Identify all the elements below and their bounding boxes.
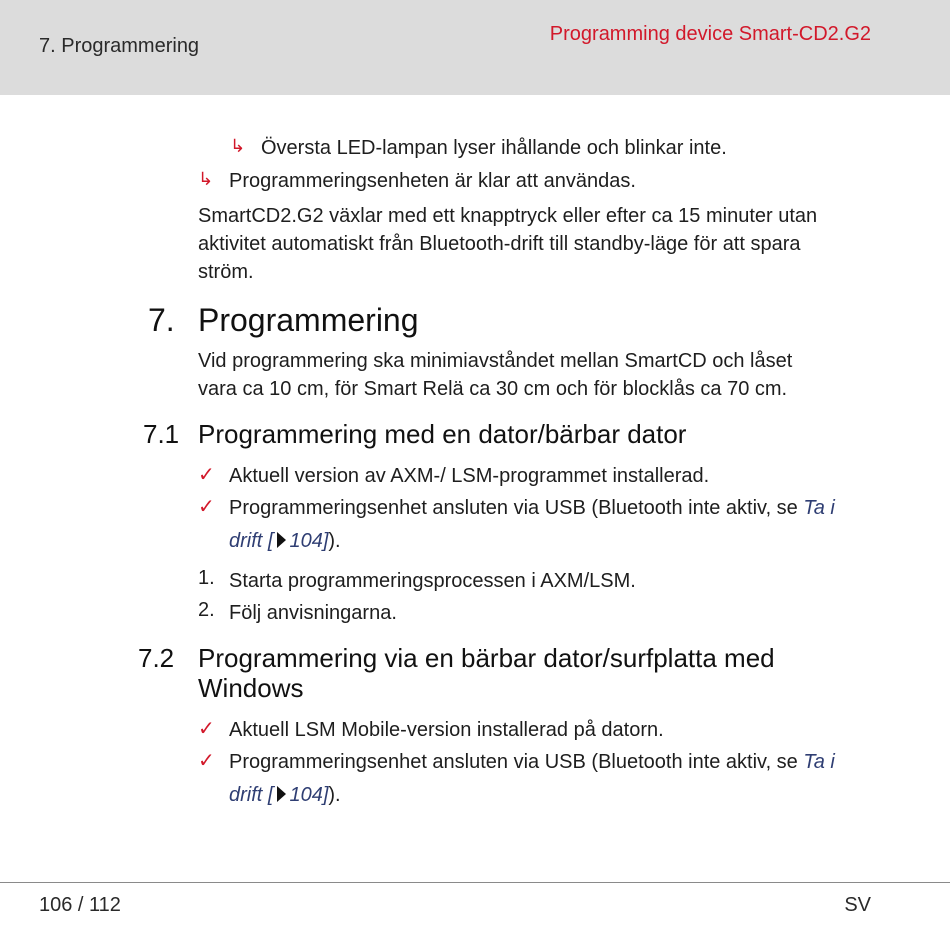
prerequisite-text-continued bbox=[229, 527, 341, 555]
step-text: Följ anvisningarna. bbox=[229, 602, 397, 624]
section-number: 7.1 bbox=[143, 419, 180, 449]
prerequisite-text-continued bbox=[229, 781, 341, 809]
paragraph-line: Vid programmering ska minimiavståndet mellan SmartCD och låset bbox=[198, 350, 793, 372]
page-reference-link[interactable]: 104] bbox=[289, 530, 329, 552]
prerequisite-text bbox=[229, 748, 835, 776]
section-number: 7.2 bbox=[138, 643, 175, 673]
paragraph-line: vara ca 10 cm, för Smart Relä ca 30 cm och för blocklås ca 70 cm. bbox=[198, 378, 788, 400]
result-text: Översta LED-lampan lyser ihållande och blinkar inte. bbox=[261, 137, 727, 159]
result-arrow-icon: ↳ bbox=[230, 136, 246, 156]
check-icon: ✓ bbox=[198, 464, 215, 486]
prerequisite-text: Aktuell version av AXM-/ LSM-programmet installerad. bbox=[229, 465, 710, 487]
prerequisite-text: Aktuell LSM Mobile-version installerad på datorn. bbox=[229, 719, 664, 741]
device-title: Programming device Smart-CD2.G2 bbox=[549, 23, 871, 45]
cross-reference-link[interactable]: Ta i bbox=[803, 497, 835, 519]
section-number: 7. bbox=[148, 302, 175, 338]
section-heading: Programmering via en bärbar dator/surfplatta med bbox=[198, 643, 775, 673]
page-header bbox=[0, 0, 950, 95]
cross-reference-link[interactable]: drift [ bbox=[229, 530, 274, 552]
page-reference-icon bbox=[277, 786, 286, 802]
language-code: SV bbox=[844, 894, 871, 916]
result-text: Programmeringsenheten är klar att användas. bbox=[229, 170, 636, 192]
check-icon: ✓ bbox=[198, 750, 215, 772]
page-number: 106 / 112 bbox=[39, 894, 121, 916]
footer-divider bbox=[0, 882, 950, 883]
prerequisite-tail: ). bbox=[328, 784, 341, 806]
paragraph-line: ström. bbox=[198, 261, 254, 283]
step-number: 2. bbox=[198, 599, 215, 621]
step-text: Starta programmeringsprocessen i AXM/LSM. bbox=[229, 570, 636, 592]
page-reference-icon bbox=[277, 532, 286, 548]
section-heading-continued: Windows bbox=[198, 673, 304, 703]
section-heading: Programmering bbox=[198, 302, 419, 338]
paragraph-line: SmartCD2.G2 växlar med ett knapptryck eller efter ca 15 minuter utan bbox=[198, 205, 818, 227]
cross-reference-link[interactable]: drift [ bbox=[229, 784, 274, 806]
page-reference-link[interactable]: 104] bbox=[289, 784, 329, 806]
step-number: 1. bbox=[198, 567, 215, 589]
prerequisite-text bbox=[229, 494, 835, 522]
prerequisite-text-main: Programmeringsenhet ansluten via USB (Bluetooth inte aktiv, se bbox=[229, 751, 798, 773]
paragraph-line: aktivitet automatiskt från Bluetooth-drift till standby-läge för att spara bbox=[198, 233, 801, 255]
result-arrow-icon: ↳ bbox=[198, 169, 214, 189]
check-icon: ✓ bbox=[198, 496, 215, 518]
check-icon: ✓ bbox=[198, 718, 215, 740]
cross-reference-link[interactable]: Ta i bbox=[803, 751, 835, 773]
prerequisite-tail: ). bbox=[328, 530, 341, 552]
prerequisite-text-main: Programmeringsenhet ansluten via USB (Bluetooth inte aktiv, se bbox=[229, 497, 798, 519]
chapter-title: 7. Programmering bbox=[39, 35, 200, 57]
section-heading: Programmering med en dator/bärbar dator bbox=[198, 419, 687, 449]
